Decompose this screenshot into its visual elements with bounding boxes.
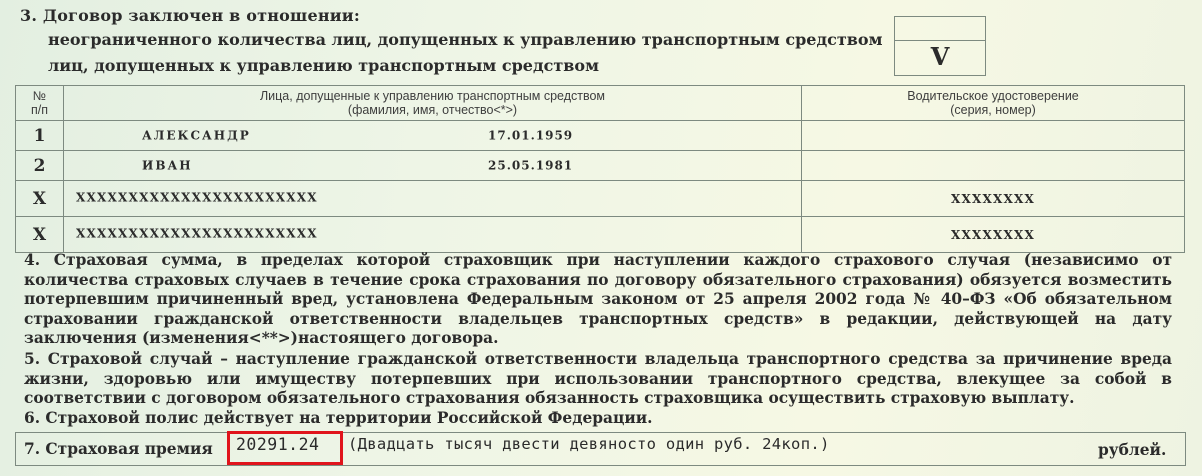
license-cell-crossed: XXXXXXXX <box>802 181 1185 217</box>
option-unlimited-persons: неограниченного количества лиц, допущенных к управлению транспортным средством <box>48 30 883 49</box>
option-listed-persons: лиц, допущенных к управлению транспортным средством <box>48 56 599 75</box>
person-cell <box>64 217 802 253</box>
drivers-table <box>15 85 1185 253</box>
person-name: АЛЕКСАНДР <box>142 127 251 142</box>
selection-mark: V <box>930 42 950 71</box>
table-row <box>16 151 1185 181</box>
birth-date: 25.05.1981 <box>488 157 574 172</box>
birth-date: 17.01.1959 <box>488 127 574 142</box>
license-cell <box>802 121 1185 151</box>
license-cell <box>802 151 1185 181</box>
premium-label: 7. Страховая премия <box>24 440 213 458</box>
section-6-text: 6. Страховой полис действует на территории Российской Федерации. <box>24 409 653 427</box>
premium-amount-words: (Двадцать тысяч двести девяносто один руб. 24коп.) <box>348 435 830 453</box>
license-cell-crossed: XXXXXXXX <box>802 217 1185 253</box>
person-cell <box>64 151 802 181</box>
premium-amount: 20291.24 <box>236 435 320 454</box>
col-header-person: Лица, допущенные к управлению транспортным средством (фамилия, имя, отчество<*>) <box>64 86 802 121</box>
row-number: 2 <box>16 151 64 181</box>
col-header-number: № п/п <box>16 86 64 121</box>
premium-currency: рублей. <box>1098 441 1167 459</box>
col-header-license: Водительское удостоверение (серия, номер) <box>802 86 1185 121</box>
person-name-crossed: XXXXXXXXXXXXXXXXXXXXXXX <box>76 190 318 205</box>
person-name: ИВАН <box>142 157 193 172</box>
selection-mark-box <box>894 16 986 76</box>
table-row <box>16 121 1185 151</box>
person-cell <box>64 181 802 217</box>
row-number: X <box>16 217 64 253</box>
row-number: X <box>16 181 64 217</box>
person-name-crossed: XXXXXXXXXXXXXXXXXXXXXXX <box>76 226 318 241</box>
table-header-row <box>16 86 1185 121</box>
section-3-title: 3. Договор заключен в отношении: <box>20 6 360 25</box>
row-number: 1 <box>16 121 64 151</box>
table-row <box>16 181 1185 217</box>
person-cell <box>64 121 802 151</box>
section-4-text: 4. Страховая сумма, в пределах которой страховщик при наступлении каждого страхового случая (независимо от количества страховых случаев в течение срока страхования по договору обязательного страхования) обязуется возместить потерпевшим причиненный вред, установлена Федеральным законом от 25 апреля 2002 года № 40–ФЗ «Об обязательном страховании гражданской ответственности владельцев транспортных средств» в редакции, действующей на дату заключения (изменения<**>)настоящего договора. <box>24 251 1172 348</box>
section-5-text: 5. Страховой случай – наступление гражданской ответственности владельца транспортного средства за причинение вреда жизни, здоровью или имуществу потерпевших при использовании транспортного средства, влекущее за собой в соответствии с договором обязательного страхования обязанность страховщика осуществить страховую выплату. <box>24 350 1172 408</box>
table-row <box>16 217 1185 253</box>
